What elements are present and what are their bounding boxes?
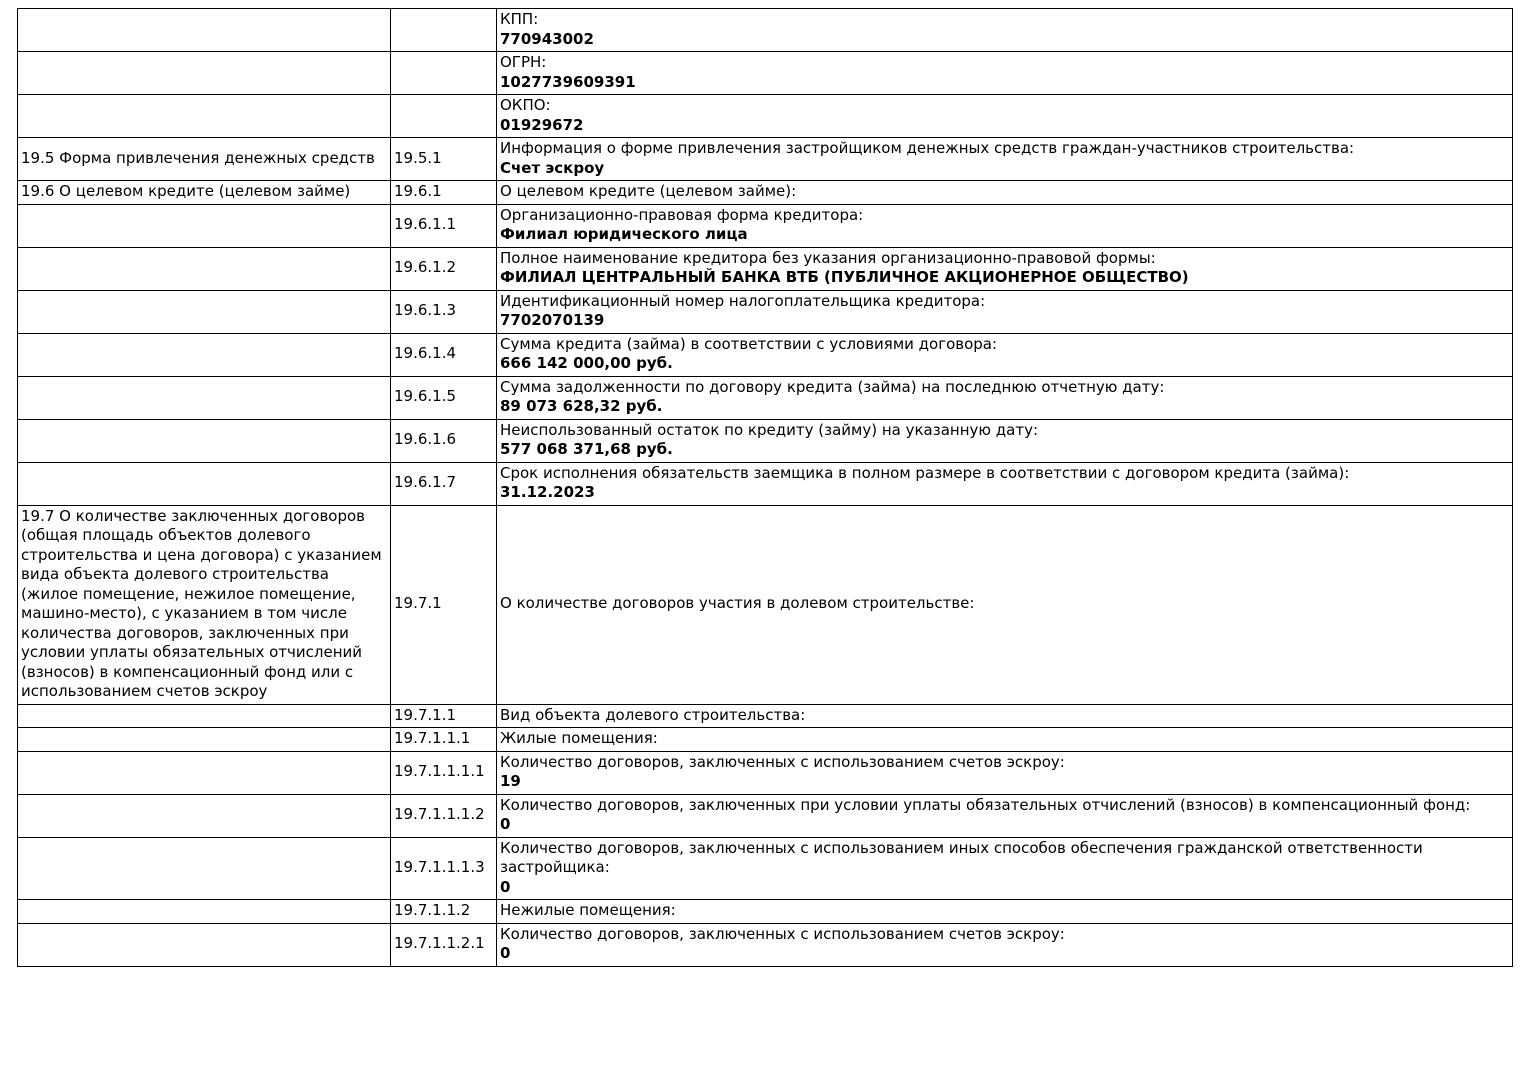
row-code: 19.7.1 [391, 505, 497, 704]
table-row [18, 138, 1513, 181]
section-label [18, 9, 391, 52]
section-label [18, 204, 391, 247]
table-row [18, 505, 1513, 704]
row-content [497, 728, 1513, 752]
row-code: 19.6.1.6 [391, 419, 497, 462]
row-content [497, 704, 1513, 728]
field-value: 19 [500, 772, 521, 790]
section-label [18, 247, 391, 290]
field-value: 89 073 628,32 руб. [500, 397, 663, 415]
field-value: 31.12.2023 [500, 483, 595, 501]
section-label [18, 95, 391, 138]
field-value: 01929672 [500, 115, 584, 134]
section-label [18, 728, 391, 752]
row-content [497, 505, 1513, 704]
section-label [18, 751, 391, 794]
section-label [18, 794, 391, 837]
field-value: Филиал юридического лица [500, 225, 748, 243]
field-label: Нежилые помещения: [500, 901, 676, 919]
row-content [497, 95, 1513, 138]
row-code: 19.7.1.1.1 [391, 728, 497, 752]
section-label: 19.6 О целевом кредите (целевом займе) [18, 181, 391, 205]
row-content [497, 204, 1513, 247]
row-content [497, 462, 1513, 505]
row-code: 19.6.1.4 [391, 333, 497, 376]
section-label [18, 462, 391, 505]
section-label [18, 704, 391, 728]
field-value: 666 142 000,00 руб. [500, 354, 673, 372]
field-value: 0 [500, 944, 511, 962]
table-row [18, 333, 1513, 376]
row-content [497, 138, 1513, 181]
field-label: Жилые помещения: [500, 729, 658, 747]
section-label: 19.5 Форма привлечения денежных средств [18, 138, 391, 181]
table-row [18, 95, 1513, 138]
row-content [497, 9, 1513, 52]
row-content [497, 419, 1513, 462]
table-row [18, 837, 1513, 900]
field-label: КПП: [500, 10, 539, 28]
row-content [497, 181, 1513, 205]
field-label: Количество договоров, заключенных с использованием иных способов обеспечения гражданской ответственности застройщика: [500, 838, 1423, 876]
row-content [497, 794, 1513, 837]
table-row [18, 923, 1513, 966]
section-label [18, 419, 391, 462]
field-label: О целевом кредите (целевом займе): [500, 182, 797, 200]
row-content [497, 751, 1513, 794]
field-value: 770943002 [500, 29, 594, 48]
field-value: 1027739609391 [500, 72, 636, 91]
field-label: Сумма кредита (займа) в соответствии с условиями договора: [500, 334, 998, 353]
table-row [18, 52, 1513, 95]
declaration-table [17, 8, 1513, 967]
row-code: 19.6.1.7 [391, 462, 497, 505]
row-code: 19.7.1.1.2 [391, 900, 497, 924]
row-code [391, 52, 497, 95]
row-content [497, 923, 1513, 966]
field-label: Количество договоров, заключенных с использованием счетов эскроу: [500, 752, 1065, 771]
field-label: Срок исполнения обязательств заемщика в полном размере в соответствии с договором кредита (займа): [500, 463, 1350, 482]
section-label [18, 52, 391, 95]
field-label: О количестве договоров участия в долевом строительстве: [500, 594, 975, 613]
row-code: 19.6.1.1 [391, 204, 497, 247]
row-code: 19.7.1.1 [391, 704, 497, 728]
section-label [18, 923, 391, 966]
section-label [18, 290, 391, 333]
section-label [18, 333, 391, 376]
table-row [18, 181, 1513, 205]
table-row [18, 751, 1513, 794]
table-row [18, 9, 1513, 52]
table-row [18, 247, 1513, 290]
row-code: 19.6.1.5 [391, 376, 497, 419]
section-label [18, 837, 391, 900]
table-row [18, 794, 1513, 837]
field-label: Организационно-правовая форма кредитора: [500, 205, 864, 224]
section-label: 19.7 О количестве заключенных договоров (общая площадь объектов долевого строительства и цена договора) с указанием вида объекта долевого строительства (жилое помещение, нежилое помещение, машино-место), с указанием в том числе количества договоров, заключенных при условии уплаты обязательных отчислений (взносов) в компенсационный фонд или с использованием счетов эскроу [18, 505, 391, 704]
field-label: Сумма задолженности по договору кредита (займа) на последнюю отчетную дату: [500, 377, 1165, 396]
section-label [18, 376, 391, 419]
row-code: 19.7.1.1.2.1 [391, 923, 497, 966]
row-code: 19.7.1.1.1.2 [391, 794, 497, 837]
table-row [18, 376, 1513, 419]
row-code: 19.5.1 [391, 138, 497, 181]
row-content [497, 52, 1513, 95]
field-label: Вид объекта долевого строительства: [500, 705, 806, 724]
row-code [391, 95, 497, 138]
field-value: 0 [500, 815, 511, 833]
table-row [18, 290, 1513, 333]
table-row [18, 900, 1513, 924]
row-content [497, 900, 1513, 924]
table-row [18, 704, 1513, 728]
field-label: Информация о форме привлечения застройщиком денежных средств граждан-участников строительства: [500, 139, 1355, 157]
field-label: ОКПО: [500, 96, 551, 114]
row-code: 19.7.1.1.1.3 [391, 837, 497, 900]
declaration-table-body [18, 9, 1513, 967]
row-code: 19.7.1.1.1.1 [391, 751, 497, 794]
field-label: ОГРН: [500, 53, 547, 71]
section-label [18, 900, 391, 924]
field-value: 7702070139 [500, 311, 605, 329]
row-code [391, 9, 497, 52]
field-value: ФИЛИАЛ ЦЕНТРАЛЬНЫЙ БАНКА ВТБ (ПУБЛИЧНОЕ АКЦИОНЕРНОЕ ОБЩЕСТВО) [500, 268, 1189, 286]
row-content [497, 376, 1513, 419]
table-row [18, 419, 1513, 462]
row-code: 19.6.1.2 [391, 247, 497, 290]
field-value: Счет эскроу [500, 158, 605, 177]
table-row [18, 462, 1513, 505]
field-value: 577 068 371,68 руб. [500, 440, 673, 458]
row-content [497, 837, 1513, 900]
field-label: Количество договоров, заключенных с использованием счетов эскроу: [500, 924, 1065, 943]
field-label: Неиспользованный остаток по кредиту (займу) на указанную дату: [500, 420, 1039, 439]
field-label: Количество договоров, заключенных при условии уплаты обязательных отчислений (взносов) в компенсационный фонд: [500, 795, 1471, 814]
field-label: Полное наименование кредитора без указания организационно-правовой формы: [500, 248, 1156, 267]
field-label: Идентификационный номер налогоплательщика кредитора: [500, 291, 986, 310]
row-content [497, 290, 1513, 333]
row-content [497, 333, 1513, 376]
row-content [497, 247, 1513, 290]
row-code: 19.6.1 [391, 181, 497, 205]
table-row [18, 204, 1513, 247]
table-row [18, 728, 1513, 752]
field-value: 0 [500, 877, 511, 896]
row-code: 19.6.1.3 [391, 290, 497, 333]
